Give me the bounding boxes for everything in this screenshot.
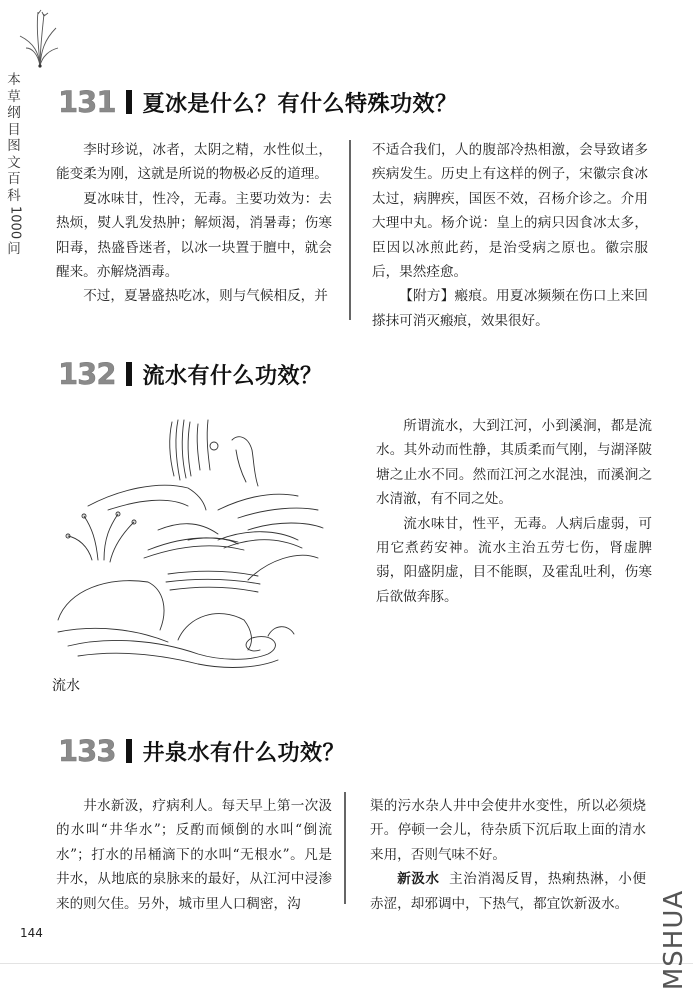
paragraph: 渠的污水杂人井中会使井水变性，所以必须烧开。停顿一会儿，待杂质下沉后取上面的清水来用，否则气味不好。 [370, 798, 646, 863]
book-title-char: 百 [7, 171, 21, 187]
book-title-char: 本 [7, 72, 21, 88]
section-133-heading [58, 733, 345, 769]
book-title-char: 文 [7, 154, 21, 171]
paragraph: 流水味甘，性平，无毒。人病后虚弱，可用它煮药安神。流水主治五劳七伤，肾虚脾弱，阳盛阴虚，目不能瞑，及霍乱吐利，伤寒后欲做奔豚。 [376, 515, 652, 605]
paragraph: 不过，夏暑盛热吃冰，则与气候相反，并 [83, 288, 328, 305]
book-title-char: 目 [7, 121, 21, 138]
book-title-char: 草 [7, 88, 21, 105]
paragraph-rest: 主治消渴反胃，热痢热淋，小便赤涩，却邪调中，下热气，都宜饮新汲水。 [370, 871, 646, 912]
paragraph: 所谓流水，大到江河，小到溪涧，都是流水。其外动而性静，其质柔而气刚，与湖泽陂塘之止水不同。然而江河之水混浊，而溪涧之水清澈，有不同之处。 [376, 418, 652, 508]
watermark [656, 880, 692, 1000]
section-number: 133 [58, 734, 116, 768]
paragraph: 夏冰味甘，性冷，无毒。主要功效为：去热烦，熨人乳发热肿；解烦渴，消暑毒；伤寒阳毒，热盛昏迷者，以冰一块置于膻中，就会醒来。亦解烧酒毒。 [56, 190, 332, 281]
page-bottom-edge [0, 963, 693, 964]
illustration-caption: 流水 [52, 678, 80, 694]
heading-bar [126, 90, 132, 114]
section-132-right-column [376, 414, 652, 609]
section-131-heading [58, 84, 458, 120]
watermark-text: MSHUA [659, 889, 689, 991]
section-131-left-column [56, 138, 332, 309]
heading-bar [126, 362, 132, 386]
section-133-right-column [370, 794, 646, 916]
section-number: 131 [58, 85, 116, 119]
flowing-water-illustration [48, 410, 330, 670]
section-number: 132 [58, 357, 116, 391]
section-title: 流水有什么功效？ [142, 363, 323, 389]
book-title-char: 科 [7, 187, 21, 204]
section-title: 井泉水有什么功效？ [142, 740, 346, 766]
paragraph: 井水新汲，疗病利人。每天早上第一次汲的水叫“井华水”；反酌而倾倒的水叫“倒流水”；打水的吊桶滴下的水叫“无根水”。凡是井水，从地底的泉脉来的最好，从江河中浸渗来的则欠佳。另外，城市里人口稠密，沟 [56, 798, 332, 912]
book-title-char: 纲 [7, 105, 21, 121]
bold-term: 新汲水 [397, 871, 440, 888]
book-title-char: 问 [7, 241, 21, 258]
heading-bar [126, 739, 132, 763]
book-title-vertical [4, 72, 24, 258]
paragraph: 【附方】瘢痕。用夏冰频频在伤口上来回搽抹可消灭瘢痕，效果很好。 [372, 288, 648, 329]
column-divider [349, 140, 351, 320]
column-divider [344, 792, 346, 904]
page-number: 144 [20, 926, 43, 940]
section-132-heading [58, 356, 323, 392]
section-133-left-column [56, 794, 332, 916]
book-title-char: 图 [7, 138, 21, 154]
section-title: 夏冰是什么？有什么特殊功效？ [142, 91, 458, 117]
book-title-number: 1000 [7, 206, 23, 240]
paragraph [370, 867, 646, 916]
paragraph: 不适合我们，人的腹部冷热相激，会导致诸多疾病发生。历史上有这样的例子，宋徽宗食冰太过，病脾疾，国医不效，召杨介诊之。介用大理中丸。杨介说：皇上的病只因食冰太多，臣因以冰煎此药，是治受病之原也。徽宗服后，果然痊愈。 [372, 142, 648, 281]
section-131-right-column [372, 138, 648, 333]
orchid-plant-icon [14, 8, 62, 68]
paragraph: 李时珍说，冰者，太阴之精，水性似土，能变柔为刚，这就是所说的物极必反的道理。 [56, 142, 332, 183]
